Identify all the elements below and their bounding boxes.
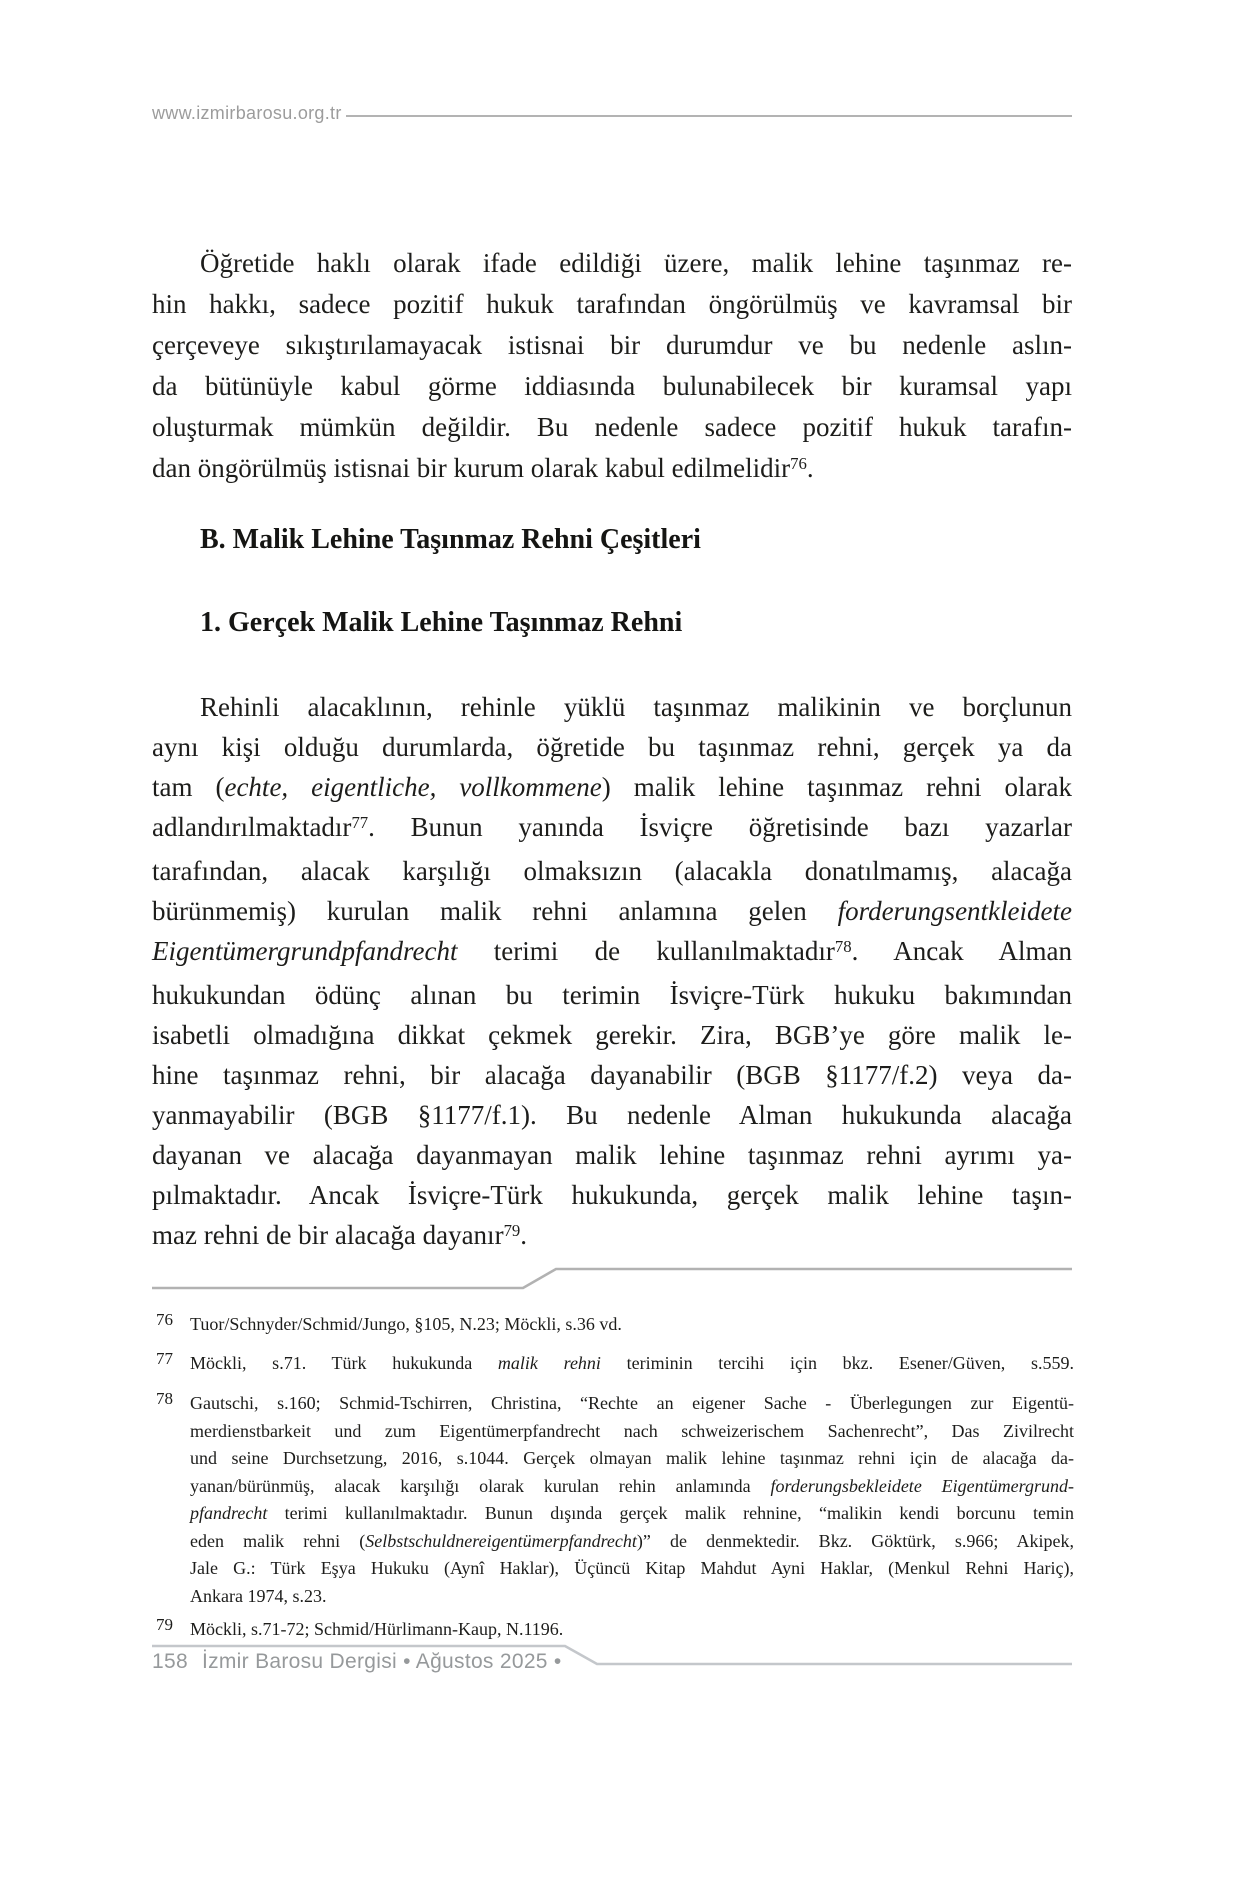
text-segment: adlandırılmaktadır — [152, 812, 352, 842]
text-line — [190, 1445, 1074, 1473]
text-line — [152, 1095, 1072, 1135]
text-segment: terimi kullanılmaktadır. Bunun dışında gerçek malik rehnine, “malikin kendi borcunu temin — [267, 1503, 1074, 1523]
text-segment: merdienstbarkeit und zum Eigentümerpfandrecht nach schweizerischem Sachenrecht”, Das Zivilrecht — [190, 1420, 1074, 1441]
paragraph-2 — [152, 687, 1072, 1259]
header-rule — [346, 115, 1072, 117]
text-segment: hine taşınmaz rehni, bir alacağa dayanabilir (BGB §1177/f.2) veya da- — [152, 1060, 1072, 1090]
text-line — [190, 1555, 1074, 1583]
text-line — [152, 807, 1072, 851]
text-line — [152, 448, 1072, 492]
footnote-78 — [152, 1390, 1074, 1610]
footnote-number: 77 — [156, 1349, 173, 1368]
text-line — [152, 687, 1072, 727]
italic-term: forderungsentkleidete — [837, 896, 1072, 926]
text-line — [152, 975, 1072, 1015]
text-segment: . — [520, 1220, 528, 1250]
text-line — [190, 1473, 1074, 1501]
footnote-number: 79 — [156, 1615, 173, 1634]
text-segment: Möckli, s.71-72; Schmid/Hürlimann-Kaup, N.1196. — [190, 1619, 564, 1639]
text-line — [190, 1390, 1074, 1418]
text-line — [190, 1500, 1074, 1528]
text-line — [152, 727, 1072, 767]
subsection-heading-1: 1. Gerçek Malik Lehine Taşınmaz Rehni — [200, 607, 683, 638]
text-segment: dayanan ve alacağa dayanmayan malik lehine taşınmaz rehni ayrımı ya- — [152, 1140, 1072, 1170]
text-segment: Tuor/Schnyder/Schmid/Jungo, §105, N.23; Möckli, s.36 vd. — [190, 1314, 622, 1334]
text-segment: . Ancak Alman — [851, 936, 1072, 966]
footnote-79 — [152, 1616, 1074, 1644]
text-segment: Jale G.: Türk Eşya Hukuku (Aynî Haklar), Üçüncü Kitap Mahdut Ayni Haklar, (Menkul Rehni Hariç), — [190, 1558, 1074, 1578]
footnote-text — [190, 1311, 1074, 1339]
text-segment: da bütünüyle kabul görme iddiasında bulunabilecek bir kuramsal yapı — [152, 371, 1072, 401]
section-heading-b: B. Malik Lehine Taşınmaz Rehni Çeşitleri — [200, 524, 701, 555]
text-segment: und seine Durchsetzung, 2016, s.1044. Gerçek olmayan malik lehine taşınmaz rehni için de alacağa da- — [190, 1448, 1074, 1468]
italic-term: Selbstschuldnereigentümerpfandrecht — [365, 1530, 637, 1551]
text-segment: Rehinli alacaklının, rehinle yüklü taşınmaz malikinin ve borçlunun — [200, 692, 1072, 722]
footnote-text — [190, 1350, 1074, 1378]
footnote-ref: 78 — [834, 936, 852, 956]
footnote-ref: 76 — [790, 453, 807, 473]
page-number: 158 — [152, 1650, 188, 1673]
text-line — [152, 931, 1072, 975]
text-segment: tarafından, alacak karşılığı olmaksızın (alacakla donatılmamış, alacağa — [152, 856, 1072, 886]
text-segment: pılmaktadır. Ancak İsviçre-Türk hukukunda, gerçek malik lehine taşın- — [152, 1180, 1072, 1210]
text-line — [152, 1135, 1072, 1175]
journal-title: İzmir Barosu Dergisi • Ağustos 2025 • — [201, 1650, 562, 1673]
text-line — [190, 1350, 1074, 1378]
text-line — [152, 407, 1072, 448]
text-segment: hukukundan ödünç alınan bu terimin İsviçre-Türk hukuku bakımından — [152, 980, 1072, 1010]
text-line — [190, 1311, 1074, 1339]
text-segment: maz rehni de bir alacağa dayanır — [152, 1220, 504, 1250]
footnote-text — [190, 1616, 1074, 1644]
page-footer — [152, 1650, 562, 1674]
text-segment: Möckli, s.71. Türk hukukunda — [190, 1353, 498, 1373]
text-line — [152, 366, 1072, 407]
text-segment: isabetli olmadığına dikkat çekmek gerekir. Zira, BGB’ye göre malik le- — [152, 1020, 1072, 1050]
italic-term: forderungsbekleidete Eigentümergrund- — [770, 1475, 1074, 1496]
text-line — [152, 891, 1072, 931]
text-segment: Gautschi, s.160; Schmid-Tschirren, Christina, “Rechte an eigener Sache - Überlegungen zur Eigentü- — [190, 1393, 1074, 1413]
text-line — [152, 1015, 1072, 1055]
footnote-ref: 79 — [503, 1220, 521, 1240]
text-segment: ) malik lehine taşınmaz rehni olarak — [601, 772, 1072, 802]
italic-term: Eigentümergrundpfandrecht — [152, 936, 458, 966]
footnote-76 — [152, 1311, 1074, 1339]
text-segment: tam ( — [152, 772, 225, 802]
text-segment: teriminin tercihi için bkz. Esener/Güven, s.559. — [600, 1353, 1074, 1373]
header-url: www.izmirbarosu.org.tr — [152, 103, 342, 123]
page-header — [152, 103, 1072, 124]
text-line — [152, 1215, 1072, 1259]
footnote-separator-line — [152, 1269, 1072, 1288]
text-line — [190, 1583, 1074, 1611]
text-line — [152, 1055, 1072, 1095]
text-segment: bürünmemiş) kurulan malik rehni anlamına gelen — [152, 896, 838, 926]
text-segment: Öğretide haklı olarak ifade edildiği üzere, malik lehine taşınmaz re- — [200, 248, 1072, 278]
text-line — [190, 1418, 1074, 1446]
text-line — [152, 1175, 1072, 1215]
text-segment: aynı kişi olduğu durumlarda, öğretide bu taşınmaz rehni, gerçek ya da — [152, 732, 1072, 762]
text-segment: Ankara 1974, s.23. — [190, 1585, 327, 1606]
text-segment: eden malik rehni ( — [190, 1530, 366, 1551]
footnote-ref: 77 — [351, 812, 369, 832]
text-segment: çerçeveye sıkıştırılamayacak istisnai bir durumdur ve bu nedenle aslın- — [152, 330, 1072, 360]
text-segment: oluşturmak mümkün değildir. Bu nedenle sadece pozitif hukuk tarafın- — [152, 412, 1072, 442]
text-line — [152, 767, 1072, 807]
text-segment: hin hakkı, sadece pozitif hukuk tarafından öngörülmüş ve kavramsal bir — [152, 289, 1072, 319]
text-line — [152, 284, 1072, 325]
text-segment: )” de denmektedir. Bkz. Göktürk, s.966; Akipek, — [636, 1530, 1075, 1551]
text-line — [152, 243, 1072, 284]
text-segment: dan öngörülmüş istisnai bir kurum olarak kabul edilmelidir — [152, 453, 791, 483]
italic-term: echte, eigentliche, vollkommene — [224, 772, 602, 802]
text-line — [190, 1528, 1074, 1556]
text-segment: . — [806, 453, 814, 483]
text-line — [152, 325, 1072, 366]
footnote-number: 78 — [156, 1389, 173, 1408]
text-segment: yanan/bürünmüş, alacak karşılığı olarak kurulan rehin anlamında — [190, 1475, 771, 1496]
text-segment: yanmayabilir (BGB §1177/f.1). Bu nedenle Alman hukukunda alacağa — [152, 1100, 1072, 1130]
text-line — [190, 1616, 1074, 1644]
italic-term: pfandrecht — [190, 1503, 268, 1523]
footnote-text — [190, 1390, 1074, 1610]
paragraph-1 — [152, 243, 1072, 492]
footnote-number: 76 — [156, 1310, 173, 1329]
footnote-77 — [152, 1350, 1074, 1378]
text-segment: . Bunun yanında İsviçre öğretisinde bazı yazarlar — [368, 812, 1072, 842]
italic-term: malik rehni — [497, 1353, 601, 1373]
text-segment: terimi de kullanılmaktadır — [457, 936, 835, 966]
text-line — [152, 851, 1072, 891]
